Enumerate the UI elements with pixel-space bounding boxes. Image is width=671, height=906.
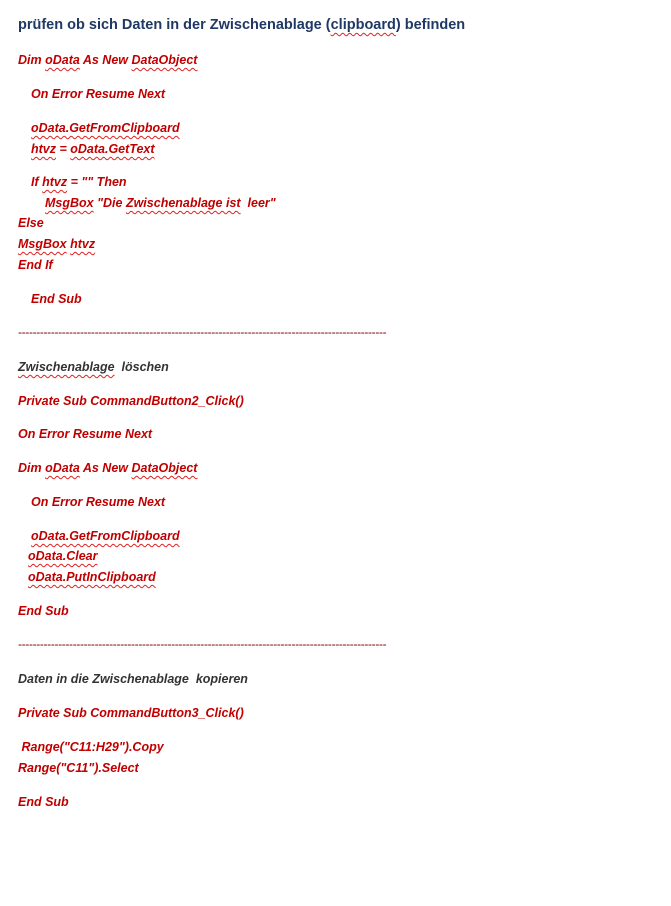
code-token: MsgBox — [45, 196, 94, 210]
code-token: oData.Clear — [28, 549, 98, 563]
code-line-if — [31, 174, 127, 190]
code-token: DataObject — [131, 461, 198, 475]
code-line-dim — [18, 460, 197, 476]
code-token: oData.GetText — [70, 142, 155, 156]
code-token: As New — [79, 53, 132, 67]
code-token: leer" — [240, 196, 276, 210]
section-divider: ----------------------------------------------------------------------------------------------------- — [18, 325, 387, 339]
title-text-before: prüfen ob sich Daten in der Zwischenablage ( — [18, 17, 331, 33]
section-divider: ----------------------------------------------------------------------------------------------------- — [18, 637, 387, 651]
code-token: oData — [45, 461, 80, 475]
code-line-on-error: On Error Resume Next — [31, 87, 166, 101]
title-text-word: clipboard — [330, 17, 396, 33]
code-token: oData — [45, 53, 80, 67]
code-line-end-sub: End Sub — [31, 292, 82, 306]
code-token: oData.PutInClipboard — [28, 570, 156, 584]
code-line-htvz-assign — [31, 141, 155, 157]
code-line-private-sub-2: Private Sub CommandButton2_Click() — [18, 394, 244, 408]
heading-token: Zwischenablage — [18, 360, 115, 374]
code-line-dim — [18, 52, 197, 68]
code-token: oData.GetFromClipboard — [31, 121, 180, 135]
code-token: Zwischenablage ist — [125, 196, 241, 210]
code-token: DataObject — [131, 53, 198, 67]
code-line-end-sub: End Sub — [18, 795, 69, 809]
code-token: As New — [79, 461, 132, 475]
title-text-after: ) befinden — [395, 17, 466, 33]
code-line-end-if: End If — [18, 258, 53, 272]
code-line-range-copy: Range("C11:H29").Copy — [18, 740, 164, 754]
code-line-on-error: On Error Resume Next — [31, 495, 166, 509]
code-token: "Die — [93, 196, 126, 210]
code-line-else: Else — [18, 216, 44, 230]
code-token: htvz — [70, 237, 96, 251]
code-token: htvz — [31, 142, 56, 156]
code-line-on-error: On Error Resume Next — [18, 427, 153, 441]
document-title — [18, 16, 465, 34]
code-line-get-from-clipboard — [31, 528, 180, 544]
code-line-msgbox-empty — [45, 195, 276, 211]
code-line-clear — [28, 548, 97, 564]
code-token: MsgBox — [18, 237, 67, 251]
section-heading-clear — [18, 359, 169, 375]
code-line-end-sub: End Sub — [18, 604, 69, 618]
code-token: = — [56, 142, 71, 156]
code-line-put-in-clipboard — [28, 569, 156, 585]
code-line-private-sub-3: Private Sub CommandButton3_Click() — [18, 706, 244, 720]
code-line-range-select: Range("C11").Select — [18, 761, 139, 775]
heading-token: löschen — [114, 360, 169, 374]
code-token: oData.GetFromClipboard — [31, 529, 180, 543]
section-heading-copy: Daten in die Zwischenablage kopieren — [18, 672, 248, 686]
code-line-msgbox-htvz — [18, 236, 95, 252]
code-token: = "" Then — [67, 175, 127, 189]
code-token: htvz — [42, 175, 68, 189]
code-line-get-from-clipboard — [31, 120, 180, 136]
code-token: Dim — [18, 53, 46, 67]
code-token: Dim — [18, 461, 46, 475]
code-token: If — [31, 175, 43, 189]
